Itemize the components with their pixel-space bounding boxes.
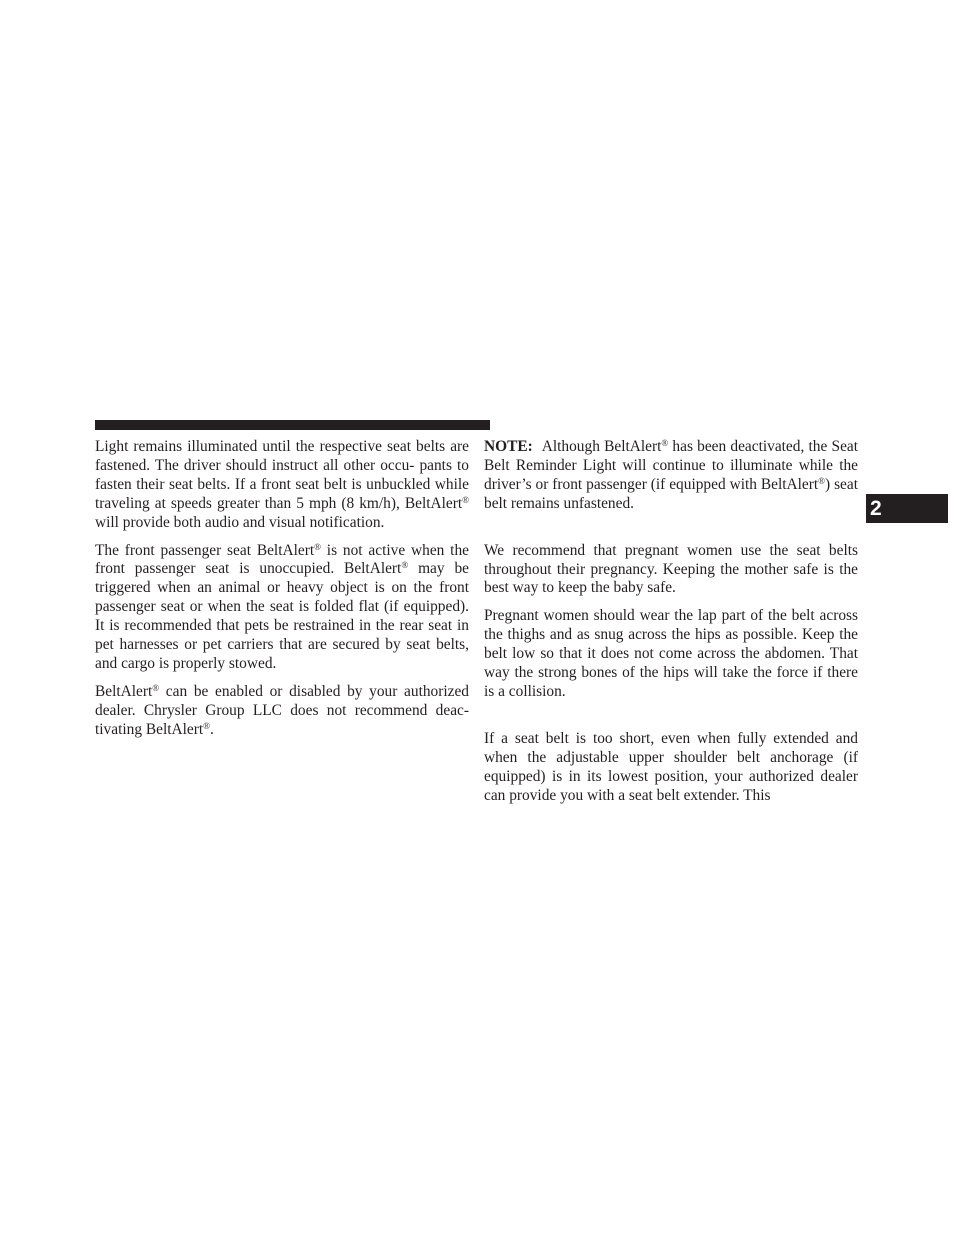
chapter-number: 2 <box>870 497 882 520</box>
note-label: NOTE: <box>484 438 533 455</box>
beltalert-note-paragraph: NOTE: Although BeltAlert® has been deactivated, the Seat Belt Reminder Light will continue to illuminate while the driver’s or front passenger (if equipped with BeltAlert®) seat belt remains unfastened. <box>484 438 859 512</box>
chapter-tab <box>866 494 948 523</box>
seat-belt-extender-paragraph: If a seat belt is too short, even when fully extended and when the adjustable upper shoulder belt anchorage (if equipped) is in its lowest position, your authorized dealer can provide you with a seat belt extender. This <box>484 729 858 804</box>
pregnant-women-recommendation-paragraph: We recommend that pregnant women use the seat belts throughout their pregnancy. Keeping the mother safe is the best way to keep the baby safe. <box>484 541 858 597</box>
right-column <box>484 438 858 806</box>
passenger-seat-beltalert-paragraph: The front passenger seat BeltAlert® is not active when the front passenger seat is unoccupied. BeltAlert® may be triggered when an animal or heavy object is on the front passenger seat or when the seat is folded flat (if equipped). It is recommended that pets be restrained in the rear seat in pet harnesses or pet carriers that are secured by seat belts, and cargo is properly stowed. <box>95 541 469 672</box>
beltalert-enable-disable-paragraph: BeltAlert® can be enabled or disabled by your authorized dealer. Chrysler Group LLC does not recommend deac- tivating BeltAlert®. <box>95 682 469 738</box>
beltalert-illumination-paragraph: Light remains illuminated until the respective seat belts are fastened. The driver should instruct all other occu- pants to fasten their seat belts. If a front seat belt is unbuckled while traveling at speeds greater than 5 mph (8 km/h), BeltAlert® will provide both audio and visual notification. <box>95 438 469 531</box>
pregnant-women-lap-belt-paragraph: Pregnant women should wear the lap part of the belt across the thighs and as snug across the hips as possible. Keep the belt low so that it does not come across the abdomen. That way the strong bones of the hips will take the force if there is a collision. <box>484 607 858 700</box>
left-column <box>95 438 469 740</box>
section-top-rule <box>95 420 490 430</box>
